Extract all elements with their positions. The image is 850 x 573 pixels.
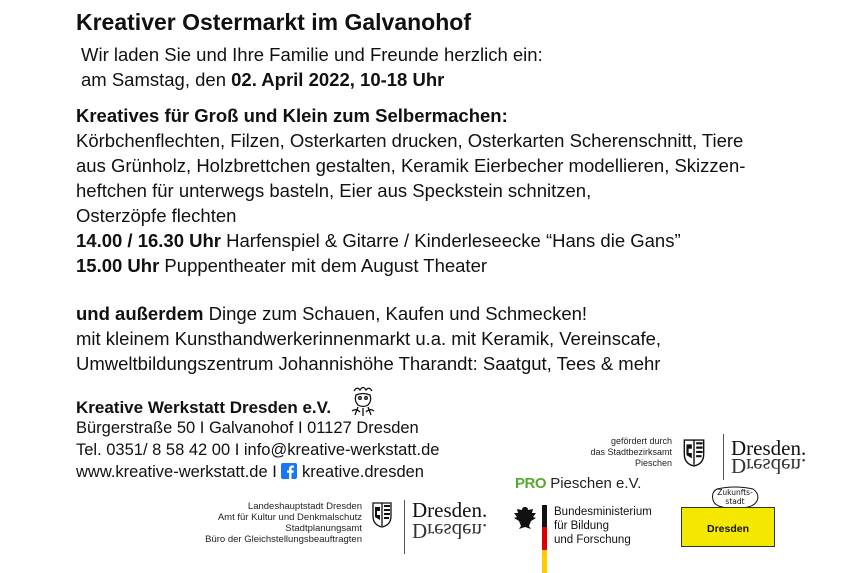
bmbf-line: für Bildung [554,520,609,532]
schedule-text: Harfenspiel & Gitarre / Kinderleseecke “Hans die Gans” [221,230,681,251]
contact-facebook[interactable]: kreative.dresden [302,463,424,481]
city-office-text [196,501,362,545]
extra-bold: und außerdem [76,303,204,324]
extra-rest: Dinge zum Schauen, Kaufen und Schmecken! [203,303,588,324]
district-divider [723,434,724,480]
crafts-line-1: Körbchenflechten, Filzen, Osterkarten drucken, Osterkarten Scherenschnitt, Tiere [76,130,744,151]
district-line: gefördert durch [610,436,672,446]
city-office-wordmark-mirror: Dresden. [412,519,488,543]
schedule-time: 15.00 Uhr [76,255,160,276]
contact-org: Kreative Werkstatt Dresden e.V. [76,398,332,417]
pro-pieschen-logo [515,475,641,492]
schedule-item-2 [76,253,487,278]
crafts-line-2: aus Grünholz, Holzbrettchen gestalten, Keramik Eierbecher modellieren, Skizzen- [76,155,746,176]
contact-web[interactable]: www.kreative-werkstatt.de I [76,463,277,481]
pro-label: PRO [515,475,547,492]
extra-line-2: mit kleinem Kunsthandwerkerinnenmarkt u.a. mit Keramik, Vereinscafe, [76,328,662,349]
district-line: Pieschen [634,458,672,468]
bmbf-flag-bar [542,505,547,573]
federal-eagle-icon [512,505,538,536]
crafts-line-4: Osterzöpfe flechten [76,205,237,226]
district-text [580,436,672,469]
crafts-line-3: heftchen für unterwegs basteln, Eier aus Speckstein schnitzen, [76,180,592,201]
contact-address: Bürgerstraße 50 I Galvanohof I 01127 Dresden [76,419,419,437]
city-office-line: Landeshauptstadt Dresden [247,501,362,512]
pro-pieschen-name: Pieschen e.V. [550,475,642,492]
intro-line-2 [81,67,444,92]
city-office-line: Amt für Kultur und Denkmalschutz [217,512,362,523]
intro-date-prefix: am Samstag, den [81,69,232,90]
city-office-wordmark: Dresden. [412,498,488,522]
intro-date: 02. April 2022, 10-18 Uhr [231,69,445,90]
workshop-logo-icon [348,385,378,417]
intro-line-1: Wir laden Sie und Ihre Familie und Freunde herzlich ein: [81,44,543,65]
district-line: das Stadtbezirksamt [590,447,672,457]
schedule-item-1 [76,228,681,253]
zukunftsstadt-box [681,507,775,547]
city-office-line: Büro der Gleichstellungsbeauftragten [205,534,362,545]
district-wordmark-mirror: Dresden. [731,454,807,478]
crafts-heading: Kreatives für Groß und Klein zum Selbermachen: [76,105,508,126]
dresden-coat-of-arms-icon [683,439,705,472]
facebook-icon[interactable] [281,463,297,479]
bmbf-line: und Forschung [554,534,631,546]
zukunftsstadt-name: Dresden [706,523,749,535]
extra-line-1 [76,301,587,326]
dresden-coat-of-arms-icon [372,502,392,533]
extra-line-3: Umweltbildungszentrum Johannishöhe Tharandt: Saatgut, Tees & mehr [76,353,661,374]
city-office-line: Stadtplanungsamt [285,523,362,534]
schedule-time: 14.00 / 16.30 Uhr [76,230,222,251]
zukunftsstadt-bubble-text: Zukunfts- stadt [717,488,753,506]
contact-web-row [76,462,424,483]
page-title: Kreativer Ostermarkt im Galvanohof [76,9,471,35]
bmbf-text [554,505,652,547]
contact-phone[interactable]: Tel. 0351/ 8 58 42 00 I info@kreative-werkstatt.de [76,441,440,459]
schedule-text: Puppentheater mit dem August Theater [159,255,488,276]
city-office-divider [404,500,405,554]
bmbf-line: Bundesministerium [554,506,652,518]
district-wordmark: Dresden. [731,436,807,460]
